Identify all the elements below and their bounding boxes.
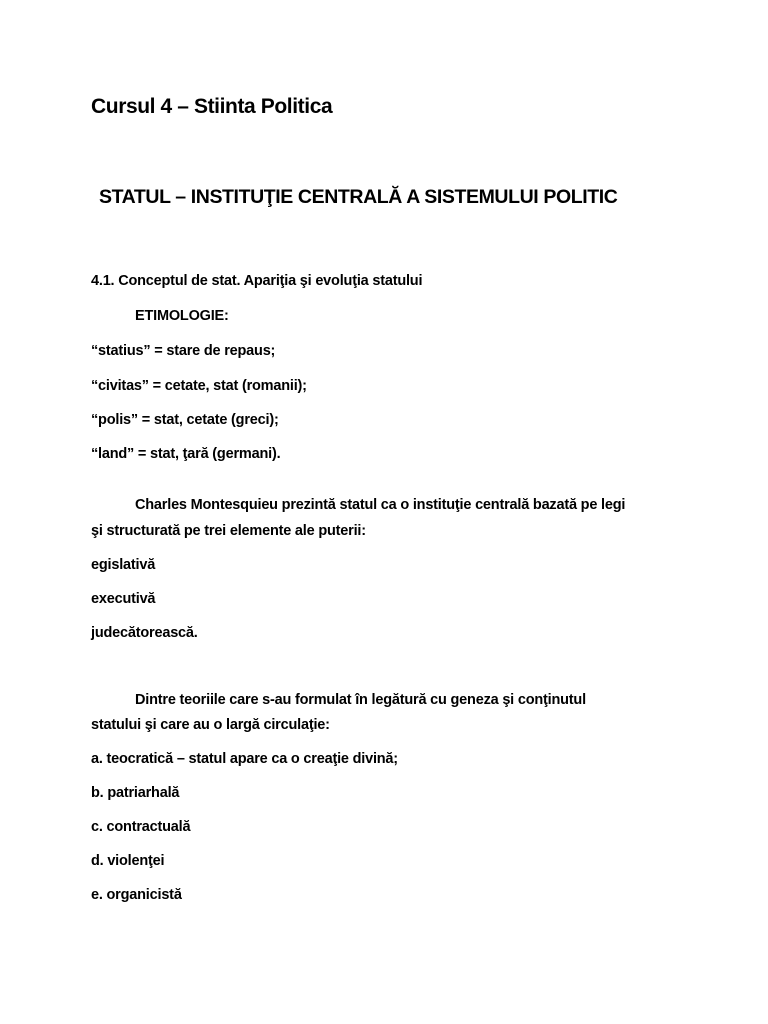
power-item: egislativă	[91, 557, 156, 573]
etymology-item: “polis” = stat, cetate (greci);	[91, 412, 279, 428]
theory-item: c. contractuală	[91, 819, 191, 835]
etymology-item: “statius” = stare de repaus;	[91, 343, 276, 359]
theory-item: e. organicistă	[91, 887, 182, 903]
course-title: Cursul 4 – Stiinta Politica	[91, 95, 333, 118]
power-item: judecătorească.	[91, 625, 198, 641]
etymology-label: ETIMOLOGIE:	[135, 308, 229, 324]
theory-item: a. teocratică – statul apare ca o creaţie divină;	[91, 751, 398, 767]
etymology-item: “civitas” = cetate, stat (romanii);	[91, 378, 307, 394]
theory-item: b. patriarhală	[91, 785, 180, 801]
montesquieu-paragraph-line: Charles Montesquieu prezintă statul ca o instituţie centrală bazată pe legi	[135, 497, 626, 513]
montesquieu-paragraph-line: şi structurată pe trei elemente ale puterii:	[91, 523, 366, 539]
section-heading: 4.1. Conceptul de stat. Apariţia şi evoluţia statului	[91, 273, 423, 289]
power-item: executivă	[91, 591, 156, 607]
theories-paragraph-line: Dintre teoriile care s-au formulat în legătură cu geneza şi conţinutul	[135, 692, 586, 708]
etymology-item: “land” = stat, ţară (germani).	[91, 446, 281, 462]
main-heading: STATUL – INSTITUŢIE CENTRALĂ A SISTEMULUI POLITIC	[99, 186, 618, 208]
theories-paragraph-line: statului şi care au o largă circulaţie:	[91, 717, 330, 733]
theory-item: d. violenţei	[91, 853, 165, 869]
